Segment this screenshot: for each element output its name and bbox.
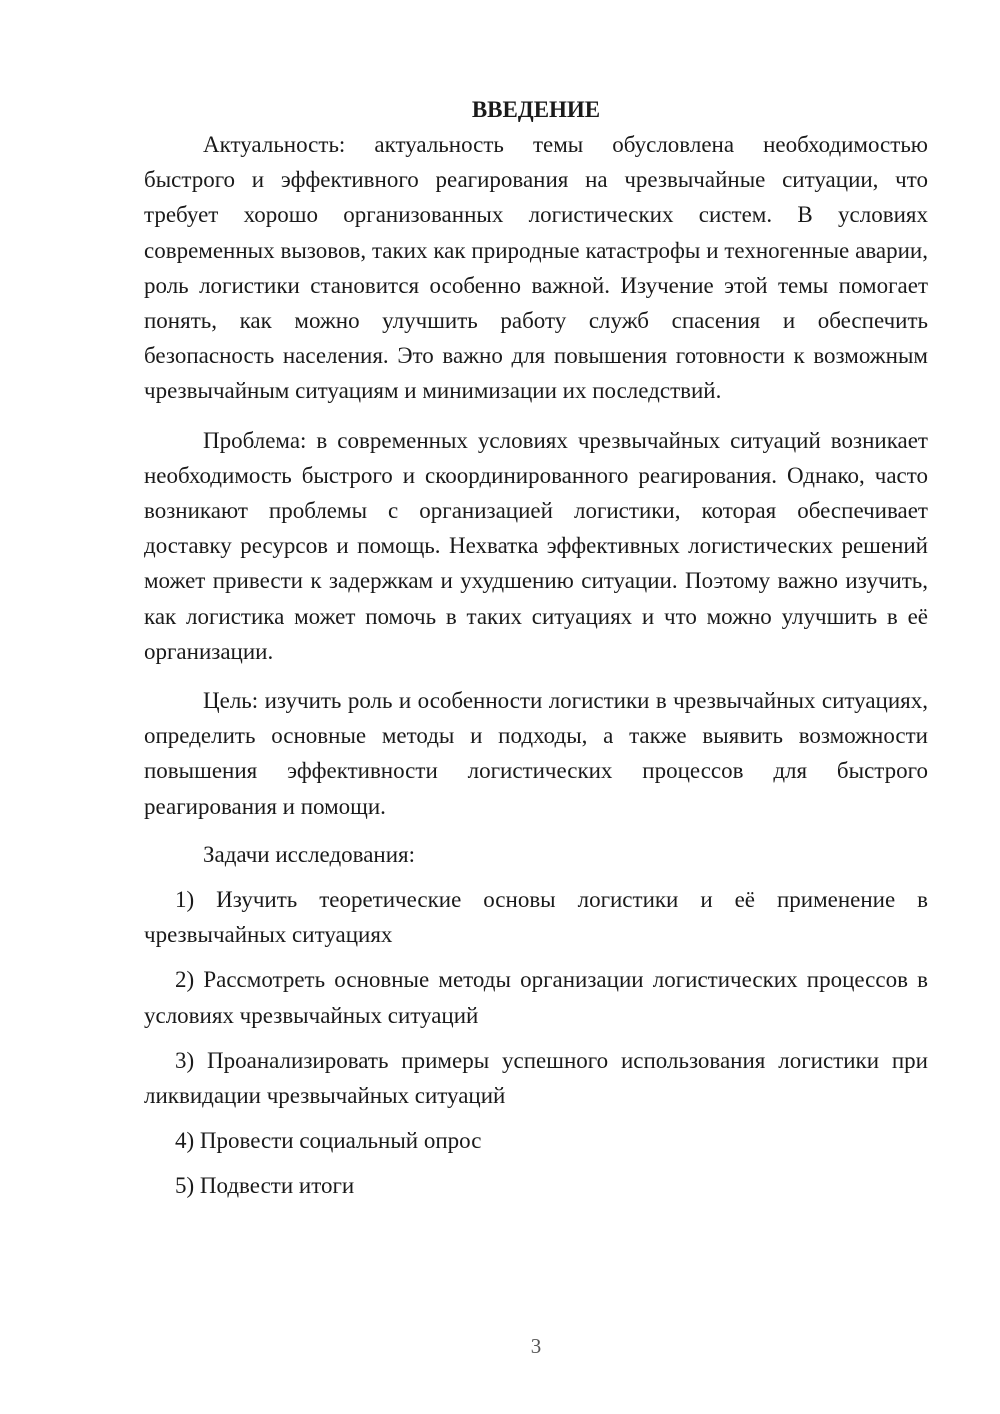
document-page bbox=[144, 92, 928, 1204]
task-item-1: 1) Изучить теоретические основы логистики и её применение в чрезвычайных ситуациях bbox=[144, 887, 928, 948]
task-item-4: 4) Провести социальный опрос bbox=[175, 1128, 482, 1154]
section-title: ВВЕДЕНИЕ bbox=[471, 97, 601, 122]
task-item-5: 5) Подвести итоги bbox=[175, 1173, 355, 1199]
paragraph-relevance: Актуальность: актуальность темы обусловлена необходимостью быстрого и эффективного реагирования на чрезвычайные ситуации, что требует хорошо организованных логистических систем. В условиях современных вызовов, таких как природные катастрофы и техногенные аварии, роль логистики становится особенно важной. Изучение этой темы помогает понять, как можно улучшить работу служб спасения и обеспечить безопасность населения. Это важно для повышения готовности к возможным чрезвычайным ситуациям и минимизации их последствий. bbox=[144, 132, 928, 404]
tasks-heading: Задачи исследования: bbox=[203, 841, 416, 867]
paragraph-goal: Цель: изучить роль и особенности логистики в чрезвычайных ситуациях, определить основные методы и подходы, а также выявить возможности повышения эффективности логистических процессов для быстрого реагирования и помощи. bbox=[144, 688, 928, 819]
task-item-2: 2) Рассмотреть основные методы организации логистических процессов в условиях чрезвычайных ситуаций bbox=[144, 967, 928, 1028]
page-number: 3 bbox=[530, 1334, 542, 1358]
task-item-3: 3) Проанализировать примеры успешного использования логистики при ликвидации чрезвычайных ситуаций bbox=[144, 1047, 928, 1109]
paragraph-problem: Проблема: в современных условиях чрезвычайных ситуаций возникает необходимость быстрого и скоординированного реагирования. Однако, часто возникают проблемы с организацией логистики, которая обеспечивает доставку ресурсов и помощь. Нехватка эффективных логистических решений может привести к задержкам и ухудшению ситуации. Поэтому важно изучить, как логистика может помочь в таких ситуациях и что можно улучшить в её организации. bbox=[144, 427, 928, 664]
